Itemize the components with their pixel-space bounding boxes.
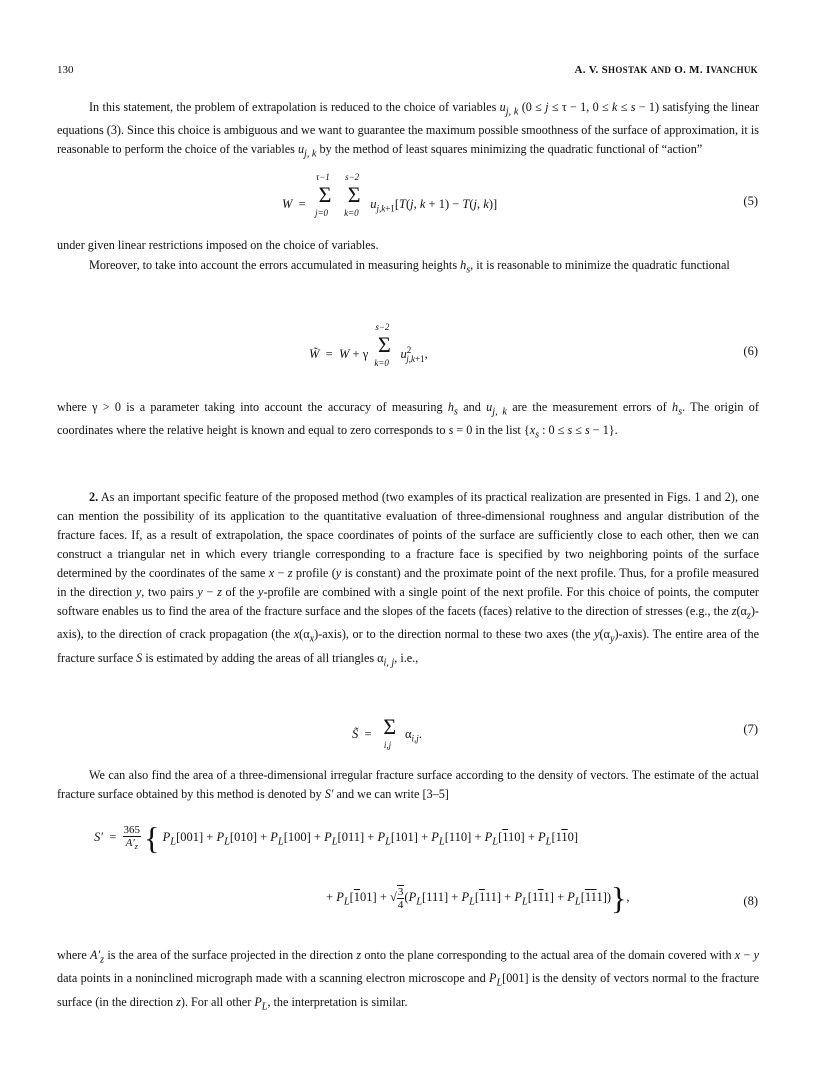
equation-5: W = τ−1 Σ j=0 s−2 Σ k=0 $u_{j,k+1}[T(j$, k + 1) − T(j, k)] [282,172,498,218]
paragraph-moreover: Moreover, to take into account the errors accumulated in measuring heights $h_s$, it is reasonable to minimize the quadratic functional [89,258,730,276]
paragraph-density: We can also find the area of a three-dimensional irregular fracture surface according to the density of vectors. The estimate of the actual fracture surface obtained by this method is denoted by S′ and we can write [3–5] [57,768,759,801]
paragraph-gamma: where γ > 0 is a parameter taking into account the accuracy of measuring $h_s$ and $u_{j, k}$ are the measurement errors of $h_s$. The origin of coordinates where the relative height is known and equal to zero corresponds to s = 0 in the list {$x_s$ : 0 ≤ s ≤ s − 1}. [57,400,759,441]
paragraph-projected-area: where $A'_z$ is the area of the surface projected in the direction z onto the plane corresponding to the actual area of the domain covered with x − y data points in a noninclined micrograph made with a scanning electron microscope and $P_L[001]$ is the density of vectors normal to the fracture surface (in the direction z). For all other $P_L$, the interpretation is similar. [57,948,760,1013]
paragraph-extrapolation: In this statement, the problem of extrapolation is reduced to the choice of variables $u_{j, k}$ (0 ≤ j ≤ τ − 1, 0 ≤ k ≤ s − 1) satisfying the linear equations (3). Since this choice is ambiguous and we want to guarantee the maximum possible smoothness of the surface of approximation, it is reasonable to perform the choice of the variables $u_{j, k}$ by the method of least squares minimizing the quadratic functional of “action” [57,100,760,160]
paragraph-restrictions: under given linear restrictions imposed on the choice of variables. [57,238,379,252]
equation-8-line-2: + $P_L[101]$ + √ $\frac{3}{4}$ $(P_L[111] + P_L[111] + P_L[111] + P_L[111])$}, [326,880,630,916]
equation-6: W̃ = W + γ s−2 Σ k=0 $u^2_{j,k+1}$, [309,322,428,368]
running-header-authors: A. V. SHOSTAK AND O. M. IVANCHUK [574,64,758,76]
equation-6-number: (6) [743,344,758,358]
equation-7-number: (7) [743,722,758,736]
equation-7: S̃ = Σ i,j $\alpha_{i,j}$. [352,714,422,750]
equation-5-number: (5) [743,194,758,208]
paragraph-section-2: 2. As an important specific feature of the proposed method (two examples of its practical realization are presented in Figs. 1 and 2), one can mention the possibility of its application to the quantitative evaluation of three-dimensional roughness and angular distribution of the fracture faces. If, as a result of extrapolation, the space coordinates of points of the surface are sufficiently close to each other, then we can construct a triangular net in which every triangle corresponding to a fracture face is specified by two neighboring points of the surface determined by the coordinates of the same x − z profile (y is constant) and the proximate point of the next profile. Thus, for a profile measured in the direction y, two pairs y − z of the y-profile are combined with a single point of the next profile. For this choice of points, the computer software enables us to find the area of the fracture surface and the slopes of the facets (faces) relative to the direction of stresses (e.g., the $z(\alpha_z)-axis$), to the direction of crack propagation (the $x(\alpha_x)-axis$), or to the direction normal to these two axes (the $y(\alpha_y)-axis$). The entire area of the fracture surface S is estimated by adding the areas of all triangles $\alpha_{i, j}$, i.e., [57,490,759,669]
equation-8-number: (8) [743,894,758,908]
equation-8-line-1: S′ = $\frac{365}{A'_z}$ { $P_L[001] + P_L[010] + P_L[100] + P_L[011] + P_L[101] + P_L[110] + P_L[110] + P_L[110]$ [94,820,579,856]
page-number: 130 [57,64,74,76]
